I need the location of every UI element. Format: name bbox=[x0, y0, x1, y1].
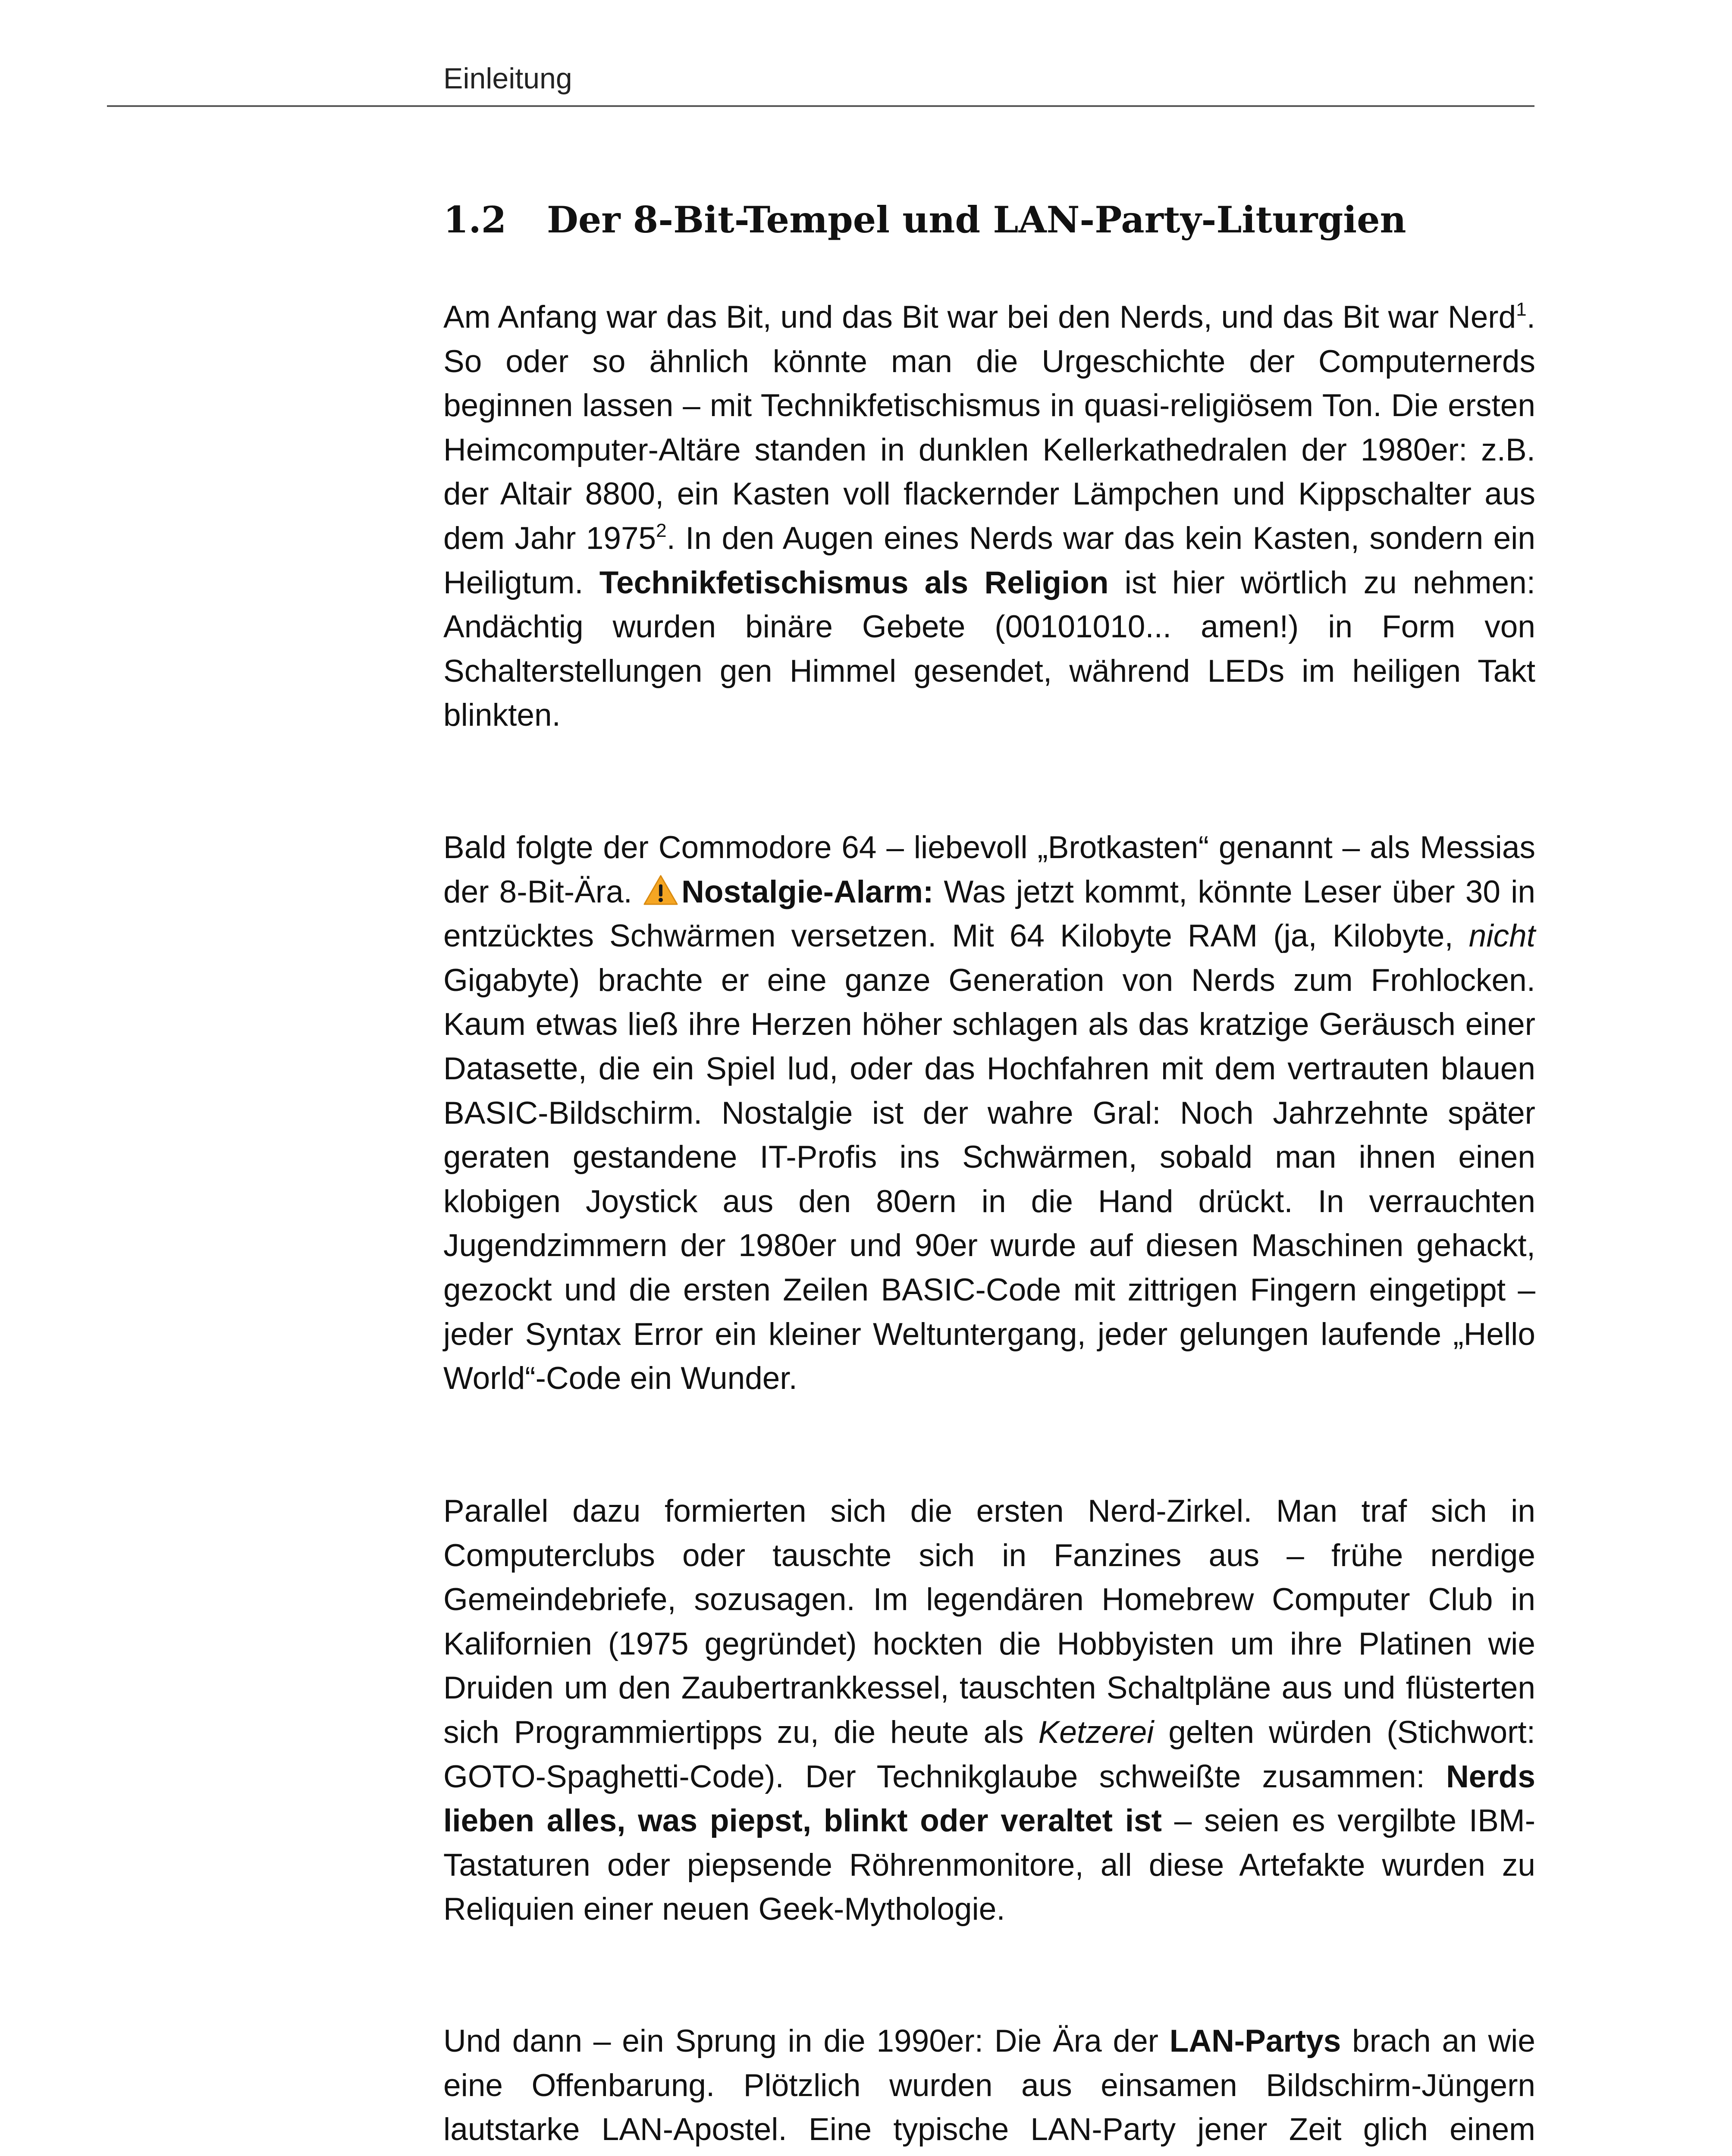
text-run: Was jetzt kommt, könnte Leser über 30 in entzücktes Schwärmen versetzen. Mit 64 Kilobyte RAM (ja, Kilobyte, bbox=[443, 874, 1535, 954]
warning-icon bbox=[643, 874, 679, 906]
paragraph-1 bbox=[443, 295, 1535, 738]
running-head: Einleitung bbox=[443, 62, 572, 95]
italic-phrase: nicht bbox=[1468, 918, 1535, 954]
text-run: . So oder so ähnlich könnte man die Urgeschichte der Computernerds beginnen lassen – mit Technikfetischismus in quasi-religiösem Ton. Die ersten Heimcomputer-Altäre standen in dunklen Kellerkathedralen der 1980er: z.B. der Altair 8800, ein Kasten voll flackernder Lämpchen und Kippschalter aus dem Jahr 1975 bbox=[443, 300, 1535, 556]
paragraph-3 bbox=[443, 1489, 1535, 1932]
footnote-ref[interactable]: 2 bbox=[656, 520, 667, 541]
text-run: Parallel dazu formierten sich die ersten Nerd-Zirkel. Man traf sich in Computerclubs oder tauschte sich in Fanzines aus – frühe nerdige Gemeindebriefe, sozusagen. Im legendären Homebrew Computer Club in Kalifornien (1975 gegründet) hockten die Hobbyisten um ihre Platinen wie Druiden um den Zaubertrankkessel, tauschten Schaltpläne aus und flüsterten sich Programmiertipps zu, die heute als bbox=[443, 1494, 1535, 1750]
text-run: Und dann – ein Sprung in die 1990er: Die Ära der bbox=[443, 2024, 1170, 2059]
text-run: Am Anfang war das Bit, und das Bit war bei den Nerds, und das Bit war Nerd bbox=[443, 300, 1516, 335]
paragraph-2 bbox=[443, 826, 1535, 1401]
section-heading bbox=[443, 198, 1406, 241]
text-run: ist hier wörtlich zu nehmen: Andächtig wurden binäre Gebete (00101010... amen!) in Form von Schalterstellungen gen Himmel gesendet, während LEDs im heiligen Takt blinkten. bbox=[443, 565, 1536, 733]
bold-phrase: Nerds lieben alles, was piepst, blinkt oder veraltet ist bbox=[443, 1759, 1535, 1839]
text-run: gelten würden (Stichwort: GOTO-Spaghetti-Code). Der Technikglaube schweißte zusammen: bbox=[443, 1714, 1535, 1794]
header-rule bbox=[107, 105, 1534, 107]
paragraph-4 bbox=[443, 2019, 1535, 2156]
bold-phrase: Nostalgie-Alarm: bbox=[681, 874, 934, 909]
bold-phrase: Technikfetischismus als Religion bbox=[599, 565, 1109, 600]
text-run: brach an wie eine Offenbarung. Plötzlich wurden aus einsamen Bildschirm-Jüngern lautstarke LAN-Apostel. Eine typische LAN-Party jener Zeit glich einem bbox=[443, 2024, 1535, 2147]
bold-phrase: LAN-Partys bbox=[1169, 2024, 1341, 2059]
text-run: . In den Augen eines Nerds war das kein Kasten, sondern ein Heiligtum. bbox=[443, 520, 1535, 600]
italic-phrase: Ketzerei bbox=[1038, 1714, 1154, 1750]
text-run: – seien es vergilbte IBM-Tastaturen oder piepsende Röhrenmonitore, all diese Artefakte wurden zu Reliquien einer neuen Geek-Mythologie. bbox=[443, 1803, 1535, 1927]
footnote-ref[interactable]: 1 bbox=[1516, 299, 1527, 320]
section-title: Der 8-Bit-Tempel und LAN-Party-Liturgien bbox=[547, 198, 1406, 241]
text-run: Bald folgte der Commodore 64 – liebevoll „Brotkasten“ genannt – als Messias der 8-Bit-Ära. bbox=[443, 830, 1535, 909]
text-run: Gigabyte) brachte er eine ganze Generation von Nerds zum Frohlocken. Kaum etwas ließ ihre Herzen höher schlagen als das kratzige Geräusch einer Datasette, die ein Spiel lud, oder das Hochfahren mit dem vertrauten blauen BASIC-Bildschirm. Nostalgie ist der wahre Gral: Noch Jahrzehnte später geraten gestandene IT-Profis ins Schwärmen, sobald man ihnen einen klobigen Joystick aus den 80ern in die Hand drückt. In verrauchten Jugendzimmern der 1980er und 90er wurde auf diesen Maschinen gehackt, gezockt und die ersten Zeilen BASIC-Code mit zittrigen Fingern eingetippt – jeder Syntax Error ein kleiner Weltuntergang, jeder gelungen laufende „Hello World“-Code ein Wunder. bbox=[443, 962, 1535, 1396]
section-number: 1.2 bbox=[443, 198, 507, 241]
